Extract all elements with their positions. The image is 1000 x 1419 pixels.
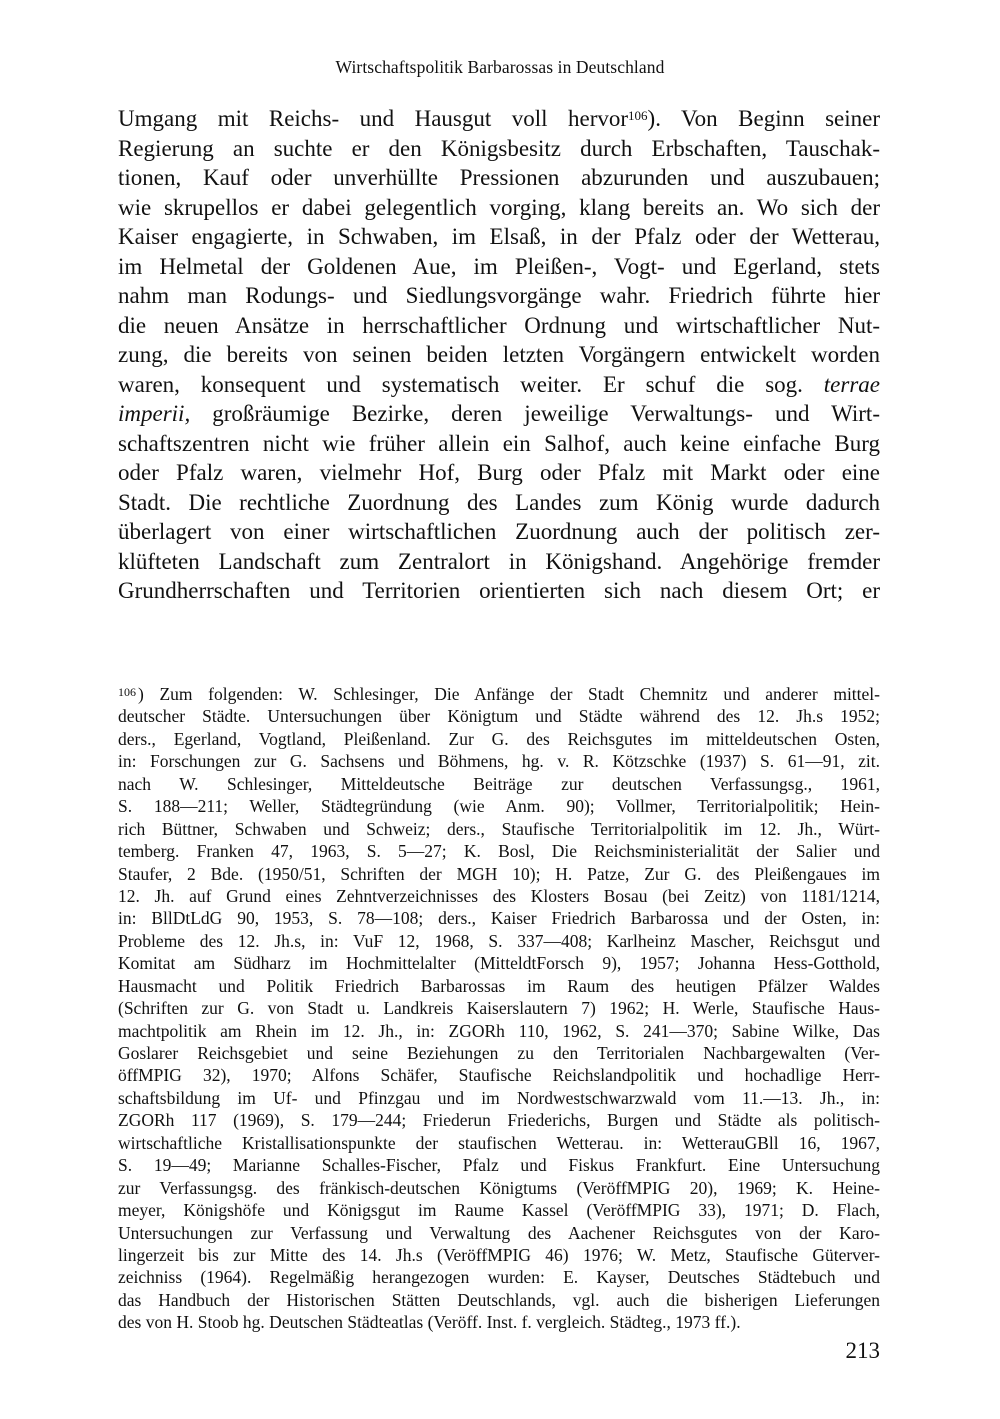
footnote-line: S. 188—211; Weller, Städtegründung (wie Anm. 90); Vollmer, Territorialpolitik; Hein-: [118, 796, 880, 817]
footnote-line: temberg. Franken 47, 1963, S. 5—27; K. Bosl, Die Reichsministerialität der Salier und: [118, 841, 880, 862]
footnote-line: das Handbuch der Historischen Stätten Deutschlands, vgl. auch die bisherigen Lieferungen: [118, 1289, 880, 1310]
footnote-line: ZGORh 117 (1969), S. 179—244; Friederun Friederichs, Burgen und Städte als politisch-: [118, 1110, 880, 1131]
footnote-line: (Schriften zur G. von Stadt u. Landkreis Kaiserslautern 7) 1962; H. Werle, Staufische Haus-: [118, 998, 880, 1019]
running-head: Wirtschaftspolitik Barbarossas in Deutschland: [335, 57, 665, 77]
footnote-text: ) Zum folgenden: W. Schlesinger, Die Anfänge der Stadt Chemnitz und anderer mittel-: [138, 684, 880, 704]
body-line: tionen, Kauf oder unverhüllte Pressionen abzurunden und auszubauen;: [118, 165, 880, 190]
page-number: 213: [845, 1338, 880, 1363]
footnote-106: [118, 683, 880, 1334]
footnote-reference: 106: [628, 108, 648, 123]
body-line: Grundherrschaften und Territorien orientierten sich nach diesem Ort; er: [118, 578, 880, 603]
body-line: die neuen Ansätze in herrschaftlicher Ordnung und wirtschaftlicher Nut-: [118, 312, 880, 338]
body-line: [118, 399, 880, 429]
main-text: [118, 104, 880, 606]
body-line: [118, 104, 880, 134]
italic-term: terrae: [823, 371, 881, 397]
italic-term: imperii,: [118, 401, 191, 426]
footnote-mark: 106: [118, 685, 136, 699]
footnote-line: Goslarer Reichsgebiet und seine Beziehungen zu den Territorialen Nachbargewalten (Ver-: [118, 1043, 880, 1063]
footnote-line: lingerzeit bis zur Mitte des 14. Jh.s (VeröffMPIG 46) 1976; W. Metz, Staufische Güterver-: [118, 1244, 880, 1265]
footnote-line: zur Verfassungsg. des fränkisch-deutschen Königtums (VeröffMPIG 20), 1969; K. Heine-: [118, 1177, 880, 1198]
body-line: zung, die bereits von seinen beiden letzten Vorgängern entwickelt worden: [118, 342, 880, 367]
footnote-line: des von H. Stoob hg. Deutschen Städteatlas (Veröff. Inst. f. vergleich. Städteg., 1973 ff.).: [118, 1312, 741, 1333]
footnote-line: ders., Egerland, Vogtland, Pleißenland. Zur G. des Reichsgutes im mitteldeutschen Osten,: [118, 728, 880, 749]
footnote-line: [118, 683, 880, 705]
footnote-line: Hausmacht und Politik Friedrich Barbarossas im Raum des heutigen Pfälzer Waldes: [118, 975, 880, 996]
footnote-line: Untersuchungen zur Verfassung und Verwaltung des Aachener Reichsgutes von der Karo-: [118, 1222, 880, 1243]
footnote-line: wirtschaftliche Kristallisationspunkte der staufischen Wetterau. in: WetterauGBll 16, 1967,: [118, 1132, 880, 1153]
body-line: wie skrupellos er dabei gelegentlich vorging, klang bereits an. Wo sich der: [118, 194, 880, 220]
body-line: Stadt. Die rechtliche Zuordnung des Landes zum König wurde dadurch: [118, 489, 880, 515]
body-text: ). Von Beginn seiner: [647, 106, 880, 131]
body-line: im Helmetal der Goldenen Aue, im Pleißen-, Vogt- und Egerland, stets: [118, 253, 880, 279]
footnote-line: meyer, Königshöfe und Königsgut im Raume Kassel (VeröffMPIG 33), 1971; D. Flach,: [118, 1200, 880, 1221]
footnote-line: öffMPIG 32), 1970; Alfons Schäfer, Staufische Reichslandpolitik und hochadlige Herr-: [118, 1065, 880, 1086]
body-line: [118, 370, 880, 400]
footnote-line: zeichniss (1964). Regelmäßig herangezogen wurden: E. Kayser, Deutsches Städtebuch und: [118, 1267, 880, 1288]
footnote-line: nach W. Schlesinger, Mitteldeutsche Beiträge zur deutschen Verfassungsg., 1961,: [118, 773, 880, 794]
body-text: Umgang mit Reichs- und Hausgut voll hervor: [118, 106, 629, 131]
footnote-line: 12. Jh. auf Grund eines Zehntverzeichnisses des Klosters Bosau (bei Zeitz) von 1181/1214,: [118, 885, 880, 906]
footnote-line: Probleme des 12. Jh.s, in: VuF 12, 1968, S. 337—408; Karlheinz Mascher, Reichsgut und: [118, 930, 880, 951]
body-line: nahm man Rodungs- und Siedlungsvorgänge wahr. Friedrich führte hier: [118, 283, 880, 308]
body-text: großräumige Bezirke, deren jeweilige Verwaltungs- und Wirt-: [212, 401, 880, 426]
footnote-line: in: BllDtLdG 90, 1953, S. 78—108; ders., Kaiser Friedrich Barbarossa und der Osten, in:: [118, 908, 880, 929]
body-line: oder Pfalz waren, vielmehr Hof, Burg oder Pfalz mit Markt oder eine: [118, 460, 880, 485]
footnote-line: Komitat am Südharz im Hochmittelalter (MitteldtForsch 9), 1957; Johanna Hess-Gotthold,: [118, 953, 880, 974]
footnote-line: rich Büttner, Schwaben und Schweiz; ders., Staufische Territorialpolitik im 12. Jh., Würt-: [118, 818, 880, 839]
body-text: waren, konsequent und systematisch weiter. Er schuf die sog.: [118, 371, 803, 397]
body-line: Kaiser engagierte, in Schwaben, im Elsaß, in der Pfalz oder der Wetterau,: [118, 224, 880, 249]
footnote-line: machtpolitik am Rhein im 12. Jh., in: ZGORh 110, 1962, S. 241—370; Sabine Wilke, Das: [118, 1020, 880, 1041]
footnote-line: Staufer, 2 Bde. (1950/51, Schriften der MGH 10); H. Patze, Zur G. des Pleißengaues im: [118, 863, 880, 884]
footnote-line: in: Forschungen zur G. Sachsens und Böhmens, hg. v. R. Kötzschke (1937) S. 61—91, zit.: [118, 751, 880, 772]
body-line: schaftszentren nicht wie früher allein ein Salhof, auch keine einfache Burg: [118, 430, 880, 456]
body-line: überlagert von einer wirtschaftlichen Zuordnung auch der politisch zer-: [118, 519, 880, 544]
footnote-line: S. 19—49; Marianne Schalles-Fischer, Pfalz und Fiskus Frankfurt. Eine Untersuchung: [118, 1155, 880, 1176]
footnote-line: schaftsbildung im Uf- und Pfinzgau und im Nordwestschwarzwald vom 11.—13. Jh., in:: [118, 1087, 880, 1108]
body-line: klüfteten Landschaft zum Zentralort in Königshand. Angehörige fremder: [118, 548, 880, 574]
body-line: Regierung an suchte er den Königsbesitz durch Erbschaften, Tauschak-: [118, 135, 880, 161]
footnote-line: deutscher Städte. Untersuchungen über Königtum und Städte während des 12. Jh.s 1952;: [118, 706, 880, 727]
